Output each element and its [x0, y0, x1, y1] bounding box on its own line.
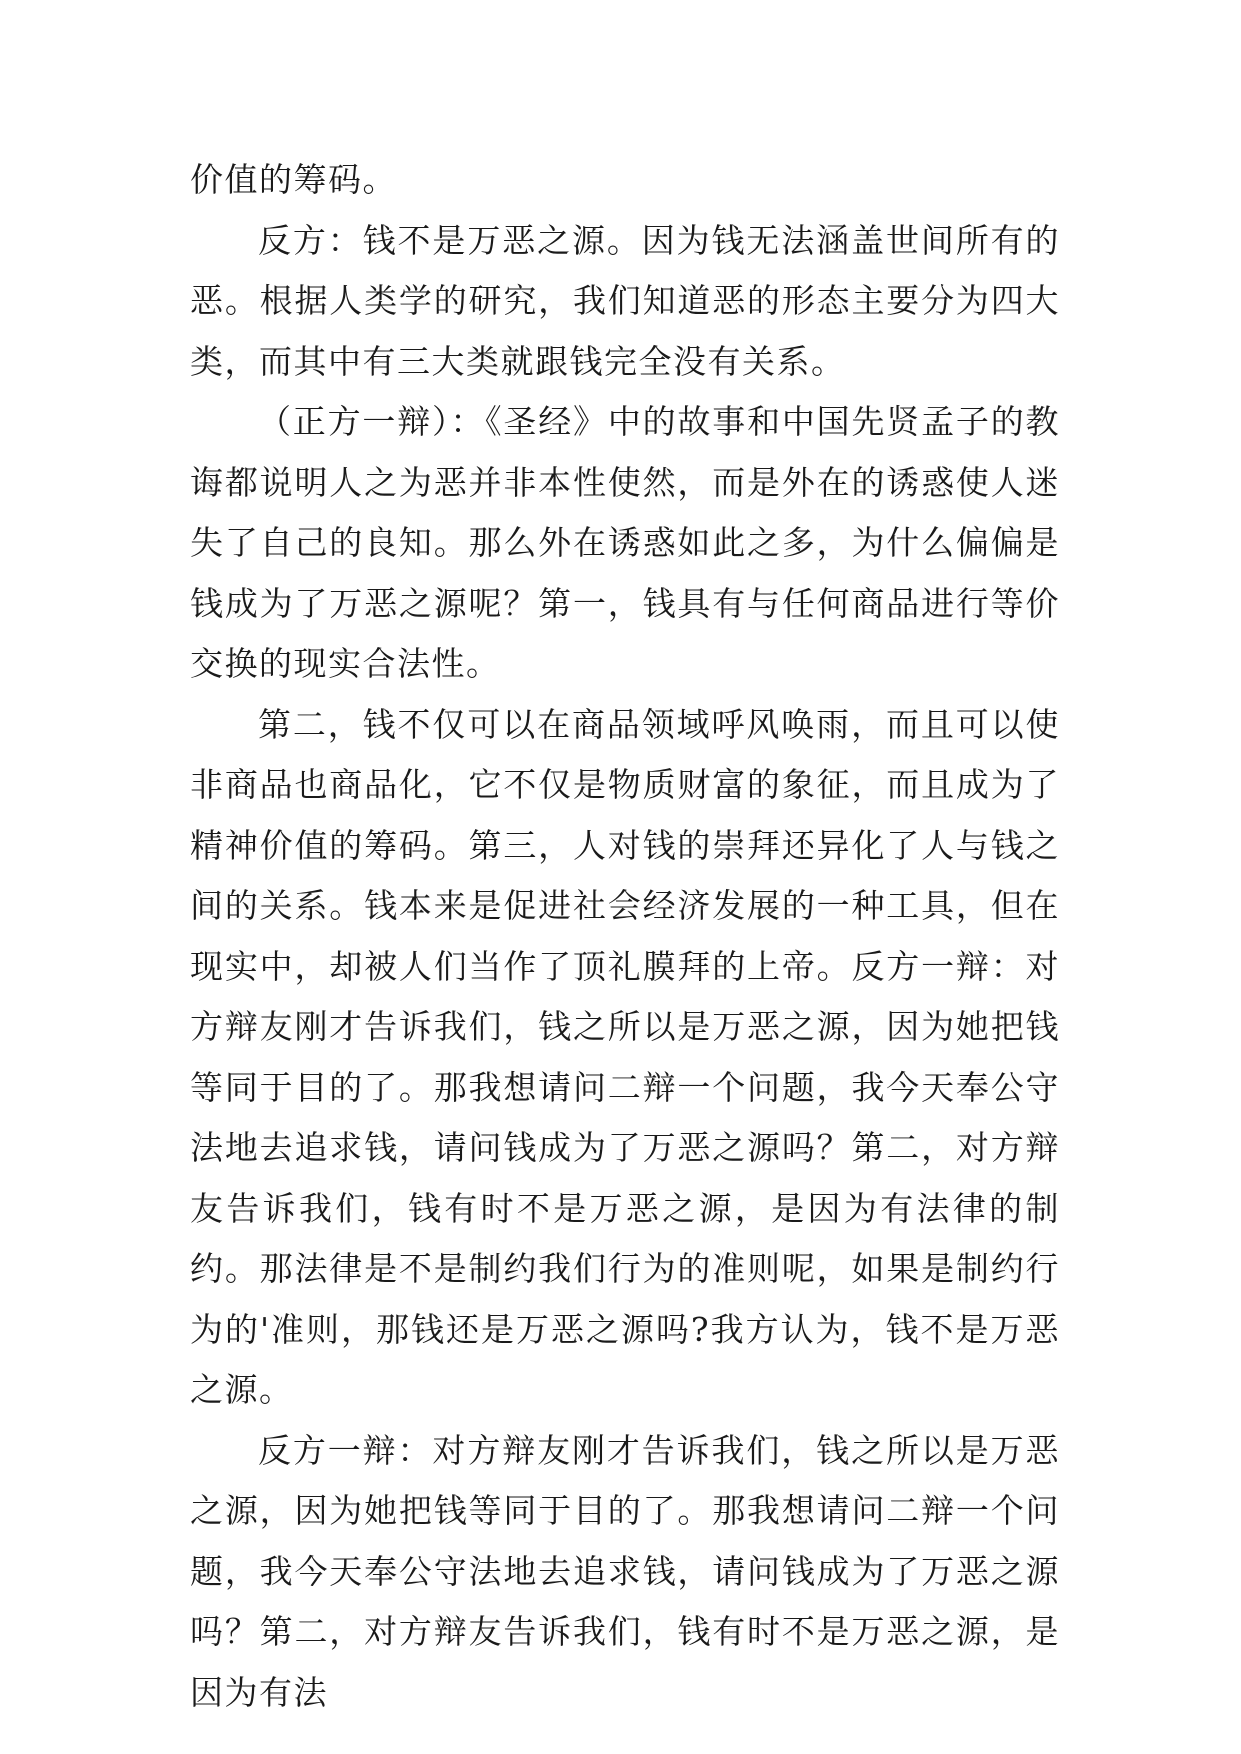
- paragraph: 反方一辩：对方辩友刚才告诉我们，钱之所以是万恶之源，因为她把钱等同于目的了。那我想请问二辩一个问题，我今天奉公守法地去追求钱，请问钱成为了万恶之源吗？第二，对方辩友告诉我们，钱有时不是万恶之源，是因为有法: [190, 1430, 1060, 1712]
- paragraph: 价值的筹码。: [190, 160, 397, 199]
- paragraph: 反方：钱不是万恶之源。因为钱无法涵盖世间所有的恶。根据人类学的研究，我们知道恶的形态主要分为四大类，而其中有三大类就跟钱完全没有关系。: [190, 220, 1060, 381]
- paragraph: 第二，钱不仅可以在商品领域呼风唤雨，而且可以使非商品也商品化，它不仅是物质财富的象征，而且成为了精神价值的筹码。第三，人对钱的崇拜还异化了人与钱之间的关系。钱本来是促进社会经济发展的一种工具，但在现实中，却被人们当作了顶礼膜拜的上帝。反方一辩：对方辩友刚才告诉我们，钱之所以是万恶之源，因为她把钱等同于目的了。那我想请问二辩一个问题，我今天奉公守法地去追求钱，请问钱成为了万恶之源吗？第二，对方辩友告诉我们，钱有时不是万恶之源，是因为有法律的制约。那法律是不是制约我们行为的准则呢，如果是制约行为的'准则，那钱还是万恶之源吗?我方认为，钱不是万恶之源。: [190, 704, 1060, 1409]
- document-body: [190, 150, 1060, 1723]
- paragraph: （正方一辩）：《圣经》中的故事和中国先贤孟子的教诲都说明人之为恶并非本性使然，而是外在的诱惑使人迷失了自己的良知。那么外在诱惑如此之多，为什么偏偏是钱成为了万恶之源呢？第一，钱具有与任何商品进行等价交换的现实合法性。: [190, 402, 1060, 683]
